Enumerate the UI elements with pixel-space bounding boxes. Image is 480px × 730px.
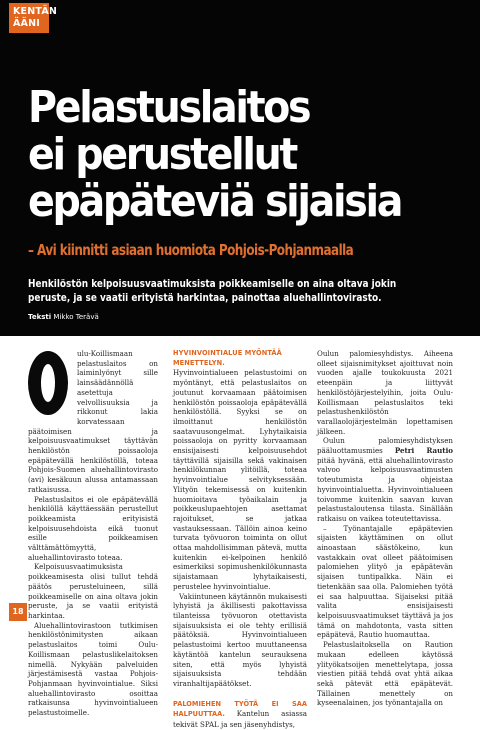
paragraph: Aluehallintovirastoon tutkimisen henkilöstönimitysten aikaan pelastuslaitos toimi Oulu-Koillismaan pelastuslikelaitoksen nimellä. Nykyään palveluiden järjestämisestä vastaa Pohjois-Pohjanmaan hyvinvointialue. Siksi aluehallintovirasto osoittaa ratkaisunsa hyvinvointialueen pelastustoimelle. <box>28 620 158 718</box>
paragraph: Pelastuslaitoksella on Raution mukaan edelleen käytössä ylityökatsoijen menettelytapa, jossa viestien pitää tehdä ovat yhtä aikaa sekä pätevät että epäpätevät. Tällainen menettely on kyseenalainen, jos työnantajalla on <box>317 640 453 708</box>
paragraph-text: Kantelun asiassa tekivät SPAL ja sen jäsenyhdistys, <box>173 709 307 730</box>
paragraph: ulu-Koillismaan pelastuslaitos on laiminlyönyt sille lainsäädännöllä asetettuja velvollisuuksia ja rikkonut lakia korvatessaan päätoimisen ja kelpoisuusvaatimukset täyttävän henkilöstön poissaoloja epäpätevällä henkilöstöllä, toteaa Pohjois-Suomen aluehallintovirasto (avi) kesäkuun alussa antamassaan ratkaisussa. <box>28 349 158 494</box>
title-line-2: ei perustellut <box>28 129 297 180</box>
paragraph-text: Oulun palomiesyhdistyksen pääluottamusmies <box>317 436 453 456</box>
byline-label: Teksti <box>28 313 52 321</box>
paragraph-text: pitää hyvänä, että aluehallintovirasto valvoo kelpoisuusvaatimusten toteutumista ja ohjeistaa hyvinvointialuetta. Hyvinvointialueen toivomme kuitenkin saavan kuvan pelastustaloutensa tilasta. Sinällään ratkaisu on vaikea toteutettavissa. <box>317 455 453 523</box>
paragraph: Vakiintuneen käytännön mukaisesti lyhyistä ja äkillisesti pakottavissa tilanteissa työvuoron otettavista sijaisuuksista ei ole tehty erillisiä päätöksiä. Hyvinvointialueen pelastustoimi kertoo muuttaneensa käytäntöä kantelun seurauksena siten, että myös lyhyistä sijaisuuksista tehdään viranhaltijapäätökset. <box>173 591 307 688</box>
text-column-3 <box>317 349 453 708</box>
section-tag: KENTÄN ÄÄNI <box>9 3 49 33</box>
person-name: Petri Rautio <box>394 446 453 456</box>
paragraph: Oulun palomiesyhdistys. Aiheena olleet sijaisnimitykset ajoittuvat noin vuoden ajalle toukokuusta 2021 eteenpäin ja liittyvät henkilöstöjärjestelyihin, joita Oulu-Koillismaan pelastuslaitos teki pelastushenkilöstön varallaolojärjestelmän lopettamisen jälkeen. <box>317 349 453 436</box>
drop-cap-o-shape <box>28 351 68 415</box>
page-number: 18 <box>9 603 27 621</box>
section-heading: HYVINVOINTIALUE MYÖNTÄÄ MENETTELYN. <box>173 349 282 367</box>
lead-paragraph <box>28 277 436 305</box>
lead-line-1: Henkilöstön kelpoisuusvaatimuksista poikkeamiselle on aina oltava jokin <box>28 278 397 290</box>
paragraph: Hyvinvointialueen pelastustoimi on myöntänyt, että pelastuslaitos on joutunut korvaamaan päätoimisen henkilöstön poissaoloja epäpätevällä henkilöstöllä. Syyksi se on ilmoittanut henkilöstön saatavuusongelmat. Lyhytaikaisia poissaoloja on pyritty korvaamaan ensisijaisesti kelpoisuusehdot täyttävillä sijaisilla sekä vakinaisen henkilökunnan ylitöillä, toteaa hyvinvointialue selvityksessään. Ylityön tekemisessä on kuitenkin huomioitava työaikalain ja poikkeuslupaehtojen asettamat rajoitukset, se jatkaa vastauksessaan. Tällöin ainoa keino turvata työvuoron toiminta on ollut ottaa mahdollisimman pätevä, mutta kuitenkin ei-kelpoinen henkilö esimerkiksi sopimushenkilökunnasta sijaistamaan lyhytaikaisesti, perustelee hyvinvointialue. <box>173 368 307 591</box>
paragraph <box>317 436 453 523</box>
paragraph: – Työnantajalle epäpätevien sijaisten käyttäminen on ollut ainoastaan säästökeino, kun vastakkain ovat olleet päätoimisen palomiehen ylityö ja epäpätevän sijaisen tuntipalkka. Näin ei tietenkään saa olla. Palomiehen työtä ei saa halpuuttaa. Sijaiseksi pitää valita ensisijaisesti kelpoisuusvaatimukset täyttävä ja jos tämä on mahdotonta, vasta sitten epäpätevä, Rautio huomauttaa. <box>317 523 453 640</box>
byline <box>28 313 99 322</box>
title-line-3: epäpäteviä sijaisia <box>28 176 402 227</box>
article-title <box>28 84 424 225</box>
section-heading: PALOMIEHEN TYÖTÄ EI SAA HALPUUTTAA. <box>173 699 307 719</box>
byline-author: Mikko Terävä <box>53 313 99 321</box>
lead-line-2: peruste, ja se vaatii erityistä harkintaa, painottaa aluehallintovirasto. <box>28 292 382 304</box>
text-column-2 <box>173 349 307 730</box>
paragraph: Pelastuslaitos ei ole epäpätevällä henkilöllä käyttäessään perustellut poikkeamista erityisistä kelpoisuusehdoista eikä tuonut esille poikkeamisen välttämättömyyttä, aluehallintovirasto toteaa. <box>28 494 158 562</box>
article-subtitle: – Avi kiinnitti asiaan huomiota Pohjois-Pohjanmaalla <box>28 241 354 259</box>
drop-cap <box>28 349 73 421</box>
text-column-1 <box>28 349 158 718</box>
title-line-1: Pelastuslaitos <box>28 82 310 133</box>
paragraph-with-heading <box>173 699 307 730</box>
paragraph: Kelpoisuusvaatimuksista poikkeamisesta olisi tullut tehdä päätös perusteluineen, sillä poikkeamiselle on aina oltava jokin peruste, ja se vaatii erityistä harkintaa. <box>28 562 158 620</box>
hero-banner <box>0 0 480 336</box>
